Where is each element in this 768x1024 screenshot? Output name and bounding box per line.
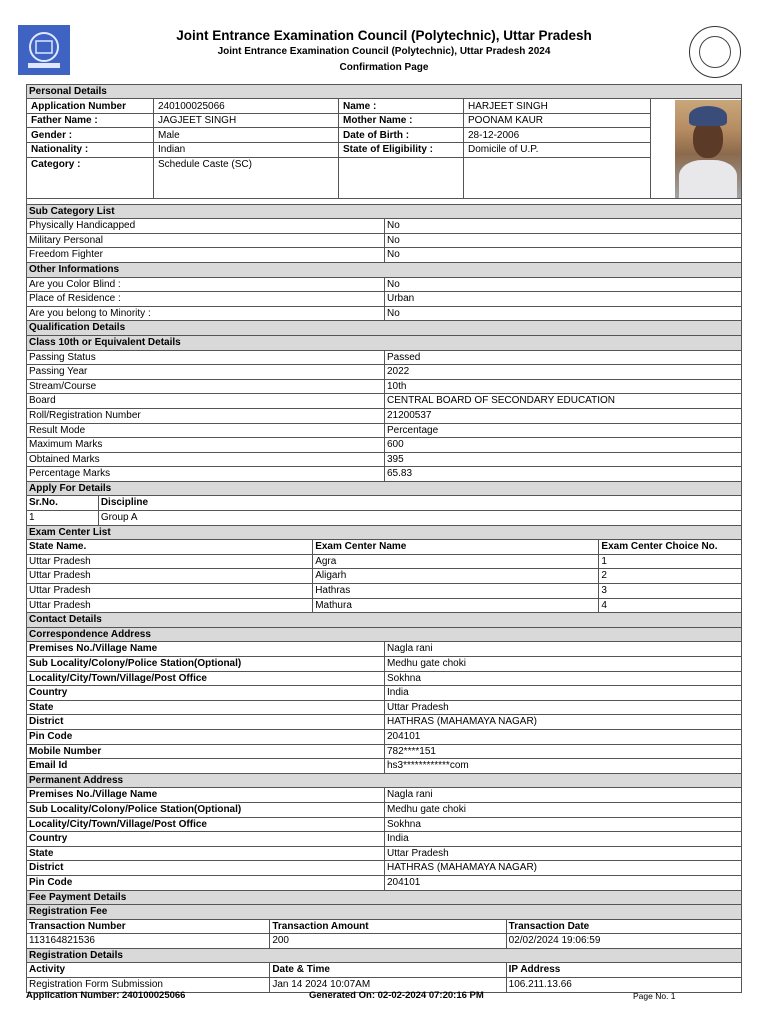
exam-center-row-cell: 3 xyxy=(601,585,607,597)
exam-center-header-row-cell: Exam Center Choice No. xyxy=(601,541,718,553)
sub-category-row-cell: Physically Handicapped xyxy=(27,219,385,233)
father-name-value: JAGJEET SINGH xyxy=(158,115,237,127)
exam-center-row xyxy=(26,569,742,584)
qualification-row xyxy=(26,438,742,453)
correspondence-row-cell: Mobile Number xyxy=(27,745,385,759)
registration-header-row-cell: IP Address xyxy=(508,964,561,976)
other-info-row-cell: Place of Residence : xyxy=(27,292,385,306)
correspondence-row xyxy=(26,745,742,760)
fee-row-cell: 113164821536 xyxy=(27,934,270,948)
permanent-address-row-cell: Sokhna xyxy=(387,818,421,830)
correspondence-row-cell: State xyxy=(27,701,385,715)
mother-name-label: Mother Name : xyxy=(343,115,413,127)
qualification-row-cell: Percentage Marks xyxy=(27,467,385,481)
exam-center-row-cell: 1 xyxy=(601,555,607,567)
qualification-row xyxy=(26,351,742,366)
qualification-row xyxy=(26,394,742,409)
exam-center-row xyxy=(26,599,742,614)
permanent-address-row-cell: Premises No./Village Name xyxy=(27,788,385,802)
section-other-informations: Other Informations xyxy=(26,263,742,278)
correspondence-row-cell: Sokhna xyxy=(387,672,421,684)
permanent-address-row-cell: Sub Locality/Colony/Police Station(Optional) xyxy=(27,803,385,817)
apply-header-row xyxy=(26,496,742,511)
sub-category-row xyxy=(26,219,742,234)
qualification-row-cell: 600 xyxy=(387,439,404,451)
section-class-10th-details: Class 10th or Equivalent Details xyxy=(26,336,742,351)
section-exam-center-list: Exam Center List xyxy=(26,526,742,541)
correspondence-row xyxy=(26,701,742,716)
registration-header-row-cell: Activity xyxy=(27,963,270,977)
other-info-row xyxy=(26,292,742,307)
exam-center-row-cell: Uttar Pradesh xyxy=(27,555,313,569)
correspondence-row xyxy=(26,686,742,701)
qualification-row-cell: Roll/Registration Number xyxy=(27,409,385,423)
correspondence-row xyxy=(26,730,742,745)
permanent-address-row-cell: 204101 xyxy=(387,876,421,888)
exam-center-header-row xyxy=(26,540,742,555)
fee-row-cell: 02/02/2024 19:06:59 xyxy=(508,935,601,947)
correspondence-row-cell: Email Id xyxy=(27,759,385,773)
exam-center-row-cell: Aligarh xyxy=(313,569,599,583)
fee-row-cell: 200 xyxy=(270,934,506,948)
correspondence-row-cell: Medhu gate choki xyxy=(387,658,466,669)
section-apply-for-details: Apply For Details xyxy=(26,482,742,497)
section-sub-category-list: Sub Category List xyxy=(26,205,742,220)
father-name-label: Father Name : xyxy=(31,115,98,127)
category-label: Category : xyxy=(31,159,81,171)
qualification-row-cell: 10th xyxy=(387,380,407,392)
exam-center-row xyxy=(26,584,742,599)
other-info-row xyxy=(26,278,742,293)
page-subtitle: Joint Entrance Examination Council (Polytechnic), Uttar Pradesh 2024 xyxy=(217,46,551,57)
qualification-row xyxy=(26,467,742,482)
permanent-address-row xyxy=(26,876,742,891)
application-number-value: 240100025066 xyxy=(158,100,225,112)
page-name: Confirmation Page xyxy=(339,62,429,73)
correspondence-row-cell: Country xyxy=(27,686,385,700)
registration-row-cell: Registration Form Submission xyxy=(27,978,270,992)
qualification-row-cell: Stream/Course xyxy=(27,380,385,394)
name-value: HARJEET SINGH xyxy=(468,100,548,112)
qualification-row-cell: 21200537 xyxy=(387,409,432,421)
registration-header-row-cell: Date & Time xyxy=(270,963,506,977)
correspondence-row-cell: Locality/City/Town/Village/Post Office xyxy=(27,672,385,686)
section-registration-fee: Registration Fee xyxy=(26,905,742,920)
qualification-row-cell: 65.83 xyxy=(387,468,413,480)
permanent-address-row xyxy=(26,847,742,862)
correspondence-row xyxy=(26,672,742,687)
correspondence-row-cell: District xyxy=(27,715,385,729)
fee-header-row-cell: Transaction Date xyxy=(508,920,590,932)
apply-header-row-cell: Discipline xyxy=(100,497,149,509)
other-info-row-cell: Are you belong to Minority : xyxy=(27,307,385,321)
category-value: Schedule Caste (SC) xyxy=(158,159,252,171)
section-registration-details: Registration Details xyxy=(26,949,742,964)
correspondence-row-cell: Sub Locality/Colony/Police Station(Optional) xyxy=(27,657,385,671)
personal-details-grid xyxy=(26,99,742,205)
eligibility-value: Domicile of U.P. xyxy=(468,144,539,156)
other-info-row-cell: Urban xyxy=(387,293,415,305)
sub-category-row-cell: No xyxy=(387,220,400,232)
exam-center-row-cell: 2 xyxy=(601,570,607,582)
fee-header-row-cell: Transaction Amount xyxy=(270,920,506,934)
exam-center-row-cell: Uttar Pradesh xyxy=(27,584,313,598)
correspondence-row-cell: HATHRAS (MAHAMAYA NAGAR) xyxy=(387,716,538,728)
section-correspondence-address: Correspondence Address xyxy=(26,628,742,643)
sub-category-row xyxy=(26,248,742,263)
permanent-address-row-cell: District xyxy=(27,861,385,875)
section-personal-details: Personal Details xyxy=(26,84,742,99)
exam-center-header-row-cell: Exam Center Name xyxy=(313,540,599,554)
permanent-address-row-cell: Country xyxy=(27,832,385,846)
correspondence-row-cell: hs3************com xyxy=(387,760,469,772)
qualification-row-cell: Passing Year xyxy=(27,365,385,379)
qualification-row-cell: Board xyxy=(27,394,385,408)
qualification-row xyxy=(26,365,742,380)
apply-row xyxy=(26,511,742,526)
fee-header-row xyxy=(26,920,742,935)
qualification-row-cell: 395 xyxy=(387,453,404,465)
apply-row-cell: Group A xyxy=(100,512,138,524)
application-number-label: Application Number xyxy=(31,100,127,112)
footer-page-number: Page No. 1 xyxy=(633,991,676,1001)
correspondence-row-cell: 782****151 xyxy=(387,745,436,757)
qualification-row-cell: Passing Status xyxy=(27,351,385,365)
other-info-row-cell: No xyxy=(387,307,400,319)
qualification-row xyxy=(26,424,742,439)
section-permanent-address: Permanent Address xyxy=(26,774,742,789)
dob-value: 28-12-2006 xyxy=(468,129,520,141)
apply-row-cell: 1 xyxy=(27,511,99,525)
exam-center-row-cell: Uttar Pradesh xyxy=(27,599,313,613)
qualification-row-cell: 2022 xyxy=(387,366,410,378)
exam-center-row-cell: 4 xyxy=(601,599,607,611)
other-info-row-cell: No xyxy=(387,278,400,290)
sub-category-row xyxy=(26,234,742,249)
registration-header-row xyxy=(26,963,742,978)
permanent-address-row xyxy=(26,832,742,847)
correspondence-row-cell: India xyxy=(387,687,409,699)
qualification-row xyxy=(26,380,742,395)
fee-row xyxy=(26,934,742,949)
sub-category-row-cell: Freedom Fighter xyxy=(27,248,385,262)
qualification-row-cell: Result Mode xyxy=(27,424,385,438)
permanent-address-row-cell: Uttar Pradesh xyxy=(387,847,449,859)
registration-row-cell: Jan 14 2024 10:07AM xyxy=(270,978,506,992)
page-header xyxy=(0,0,768,84)
gender-value: Male xyxy=(158,129,180,141)
permanent-address-row xyxy=(26,803,742,818)
permanent-address-row-cell: India xyxy=(387,833,409,845)
qualification-row xyxy=(26,409,742,424)
correspondence-row-cell: Pin Code xyxy=(27,730,385,744)
page-title: Joint Entrance Examination Council (Polytechnic), Uttar Pradesh xyxy=(176,28,592,43)
footer-generated-on: Generated On: 02-02-2024 07:20:16 PM xyxy=(309,990,484,1001)
permanent-address-row-cell: Nagla rani xyxy=(387,789,433,801)
name-label: Name : xyxy=(343,100,377,112)
permanent-address-row xyxy=(26,818,742,833)
registration-row-cell: 106.211.13.66 xyxy=(508,979,572,991)
exam-center-header-row-cell: State Name. xyxy=(27,540,313,554)
permanent-address-row xyxy=(26,788,742,803)
permanent-address-row-cell: Medhu gate choki xyxy=(387,803,466,815)
permanent-address-row-cell: Locality/City/Town/Village/Post Office xyxy=(27,818,385,832)
section-contact-details: Contact Details xyxy=(26,613,742,628)
exam-center-row-cell: Hathras xyxy=(313,584,599,598)
sub-category-row-cell: No xyxy=(387,234,400,246)
exam-center-row xyxy=(26,555,742,570)
qualification-row-cell: Passed xyxy=(387,351,421,363)
exam-center-row-cell: Uttar Pradesh xyxy=(27,569,313,583)
correspondence-row xyxy=(26,715,742,730)
mother-name-value: POONAM KAUR xyxy=(468,115,544,127)
sub-category-row-cell: No xyxy=(387,249,400,261)
permanent-address-row-cell: HATHRAS (MAHAMAYA NAGAR) xyxy=(387,862,538,874)
exam-center-row-cell: Agra xyxy=(313,555,599,569)
fee-header-row-cell: Transaction Number xyxy=(27,920,270,934)
correspondence-row-cell: 204101 xyxy=(387,730,421,742)
correspondence-row xyxy=(26,642,742,657)
section-fee-payment-details: Fee Payment Details xyxy=(26,891,742,906)
permanent-address-row-cell: Pin Code xyxy=(27,876,385,890)
correspondence-row-cell: Premises No./Village Name xyxy=(27,642,385,656)
apply-header-row-cell: Sr.No. xyxy=(27,496,99,510)
dob-label: Date of Birth : xyxy=(343,129,410,141)
nationality-value: Indian xyxy=(158,144,186,156)
correspondence-row xyxy=(26,759,742,774)
confirmation-document xyxy=(26,84,742,993)
permanent-address-row xyxy=(26,861,742,876)
correspondence-row-cell: Nagla rani xyxy=(387,643,433,655)
correspondence-row-cell: Uttar Pradesh xyxy=(387,701,449,713)
gender-label: Gender : xyxy=(31,129,73,141)
sub-category-row-cell: Military Personal xyxy=(27,234,385,248)
qualification-row xyxy=(26,453,742,468)
other-info-row xyxy=(26,307,742,322)
footer-application-number: Application Number: 240100025066 xyxy=(26,990,186,1001)
qualification-row-cell: Percentage xyxy=(387,424,439,436)
section-qualification-details: Qualification Details xyxy=(26,321,742,336)
qualification-row-cell: Obtained Marks xyxy=(27,453,385,467)
correspondence-row xyxy=(26,657,742,672)
permanent-address-row-cell: State xyxy=(27,847,385,861)
eligibility-label: State of Eligibility : xyxy=(343,144,434,156)
qualification-row-cell: Maximum Marks xyxy=(27,438,385,452)
nationality-label: Nationality : xyxy=(31,144,89,156)
qualification-row-cell: CENTRAL BOARD OF SECONDARY EDUCATION xyxy=(387,395,615,407)
other-info-row-cell: Are you Color Blind : xyxy=(27,278,385,292)
candidate-photo xyxy=(675,100,741,198)
exam-center-row-cell: Mathura xyxy=(313,599,599,613)
